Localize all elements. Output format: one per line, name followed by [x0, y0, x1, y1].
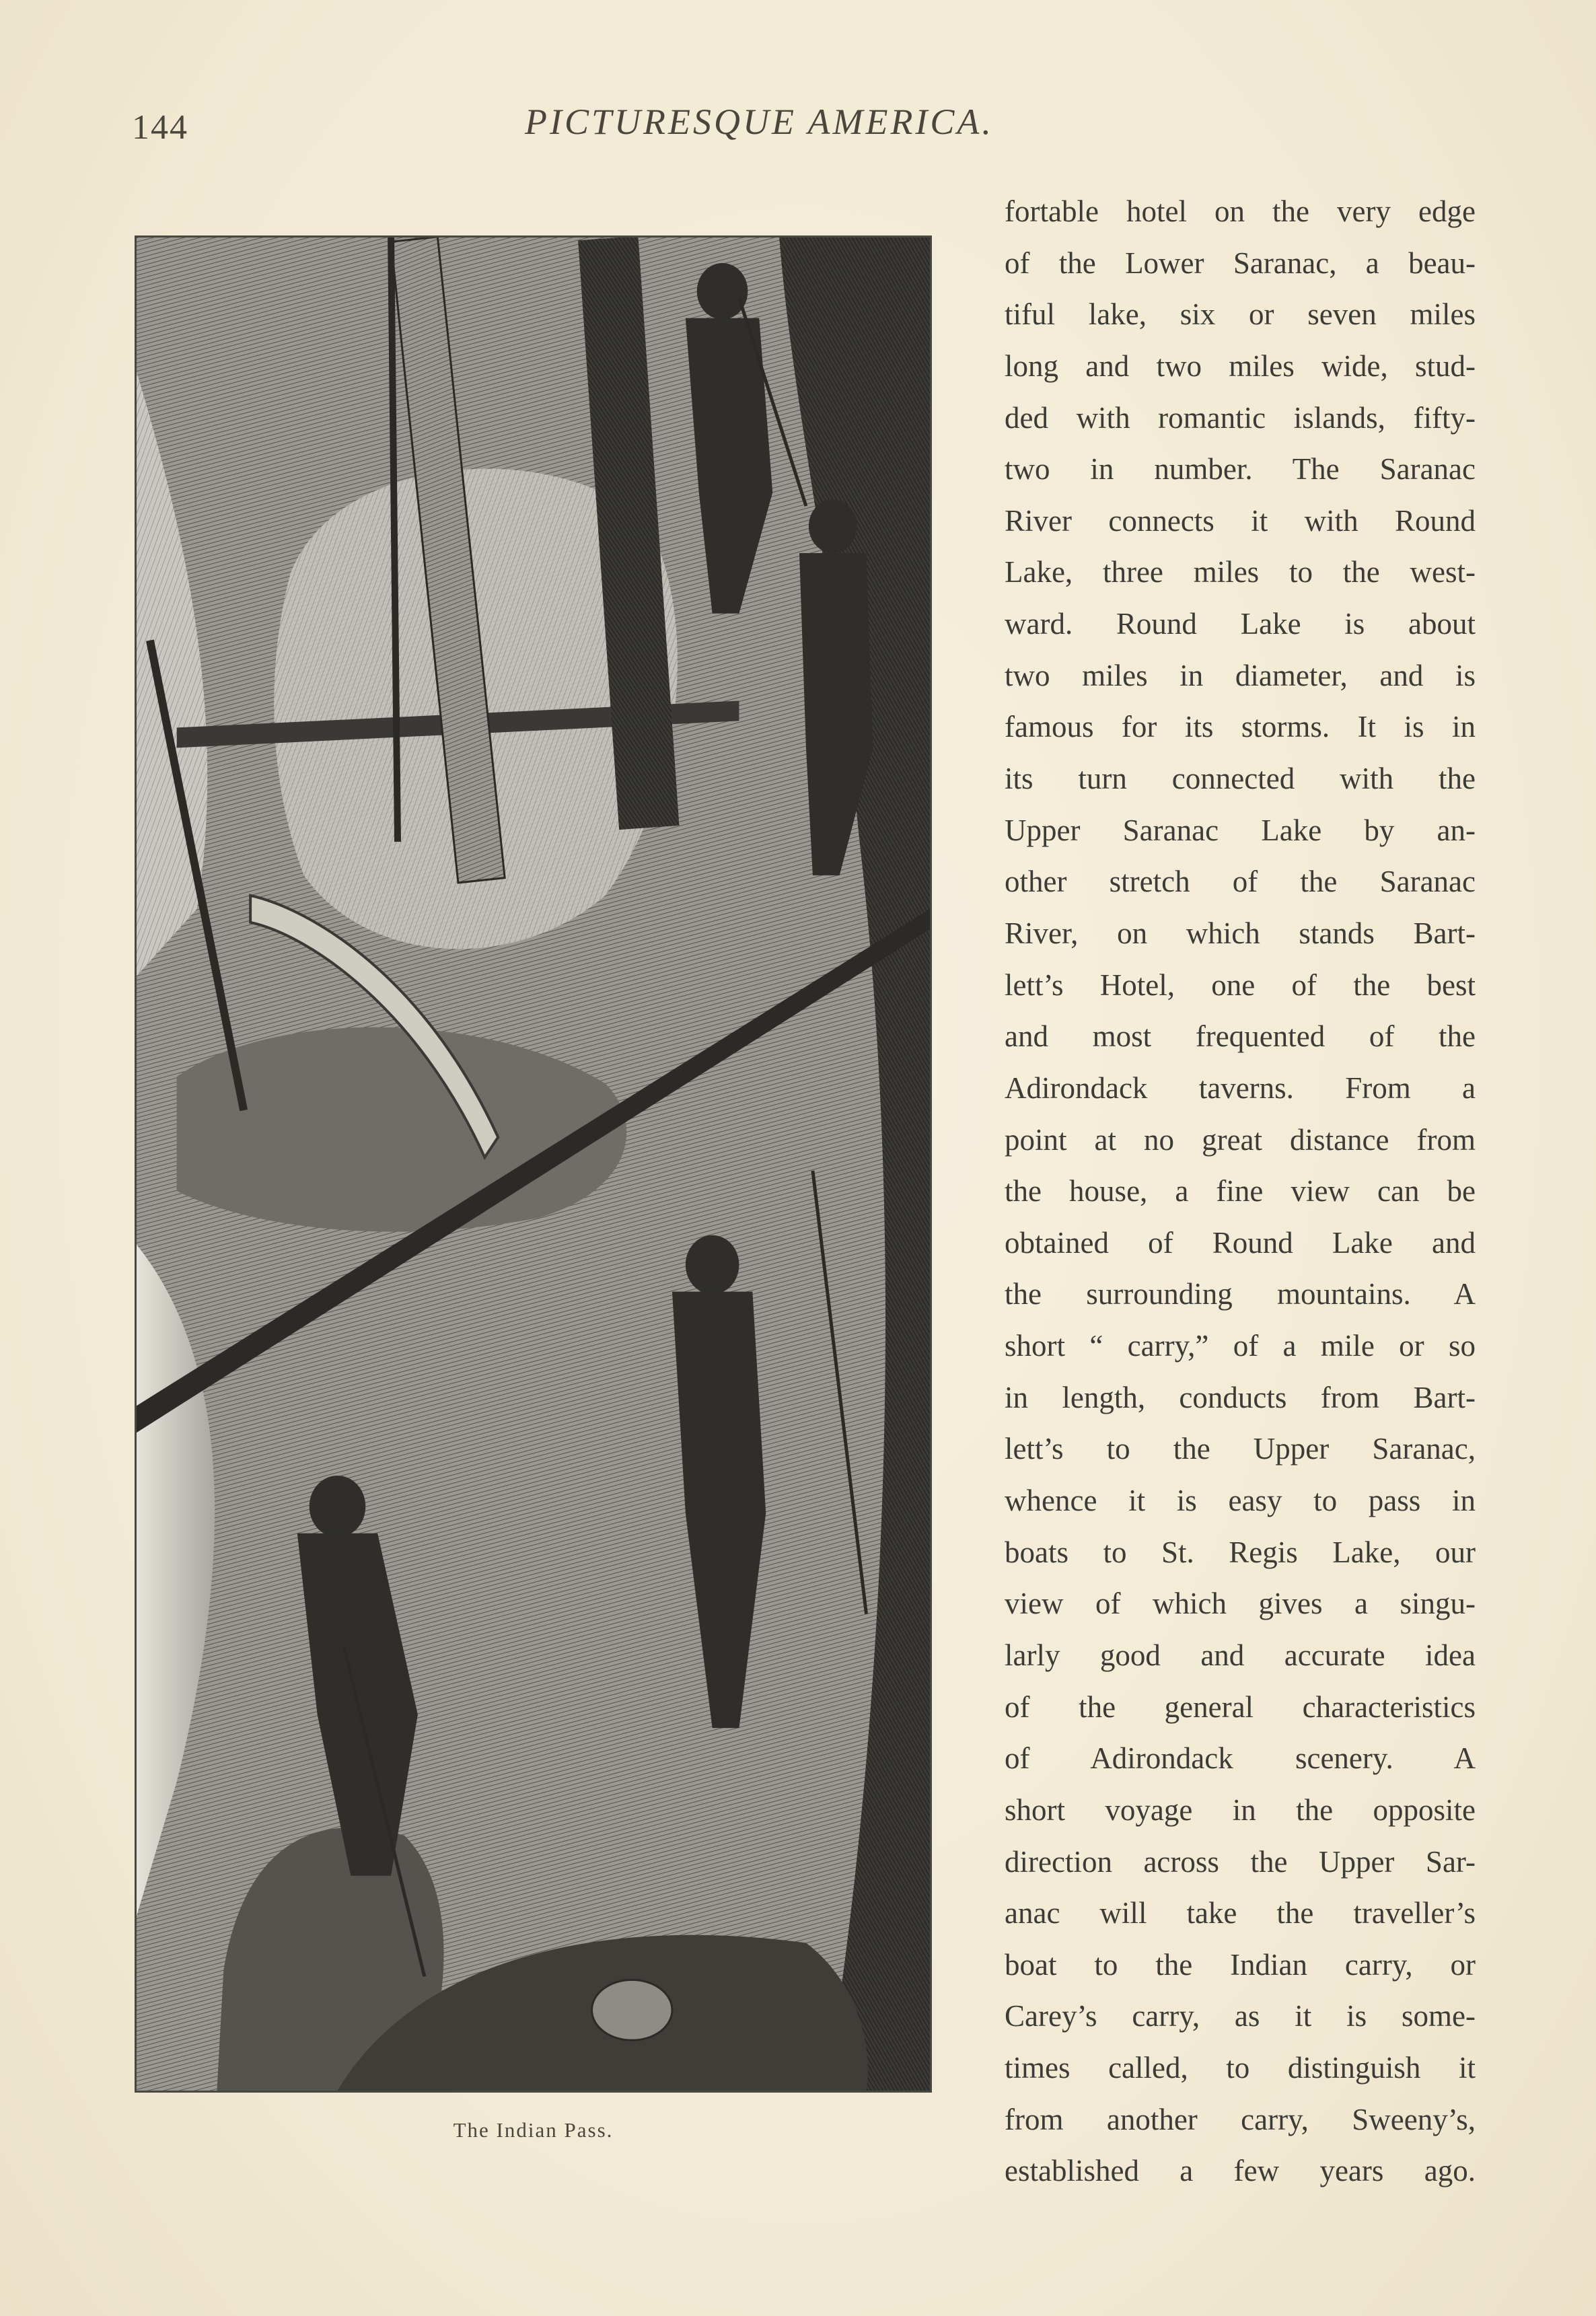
- text-line: lett’s Hotel, one of the best: [1005, 968, 1476, 1002]
- engraving-illustration: [135, 236, 932, 2093]
- text-line: River, on which stands Bart-: [1005, 916, 1476, 950]
- text-line: point at no great distance from: [1005, 1122, 1476, 1157]
- illustration-caption: The Indian Pass.: [453, 2118, 614, 2142]
- text-line: and most frequented of the: [1005, 1019, 1476, 1054]
- text-line: the house, a fine view can be: [1005, 1174, 1476, 1208]
- text-line: two in number. The Saranac: [1005, 452, 1476, 486]
- text-line: times called, to distinguish it: [1005, 2051, 1476, 2085]
- text-line: River connects it with Round: [1005, 503, 1476, 538]
- text-line: long and two miles wide, stud-: [1005, 349, 1476, 383]
- text-line: in length, conducts from Bart-: [1005, 1380, 1476, 1414]
- text-line: famous for its storms. It is in: [1005, 710, 1476, 744]
- text-line: obtained of Round Lake and: [1005, 1225, 1476, 1260]
- text-line: from another carry, Sweeny’s,: [1005, 2102, 1476, 2136]
- text-line: two miles in diameter, and is: [1005, 658, 1476, 692]
- text-line: fortable hotel on the very edge: [1005, 194, 1476, 228]
- text-line: of the general characteristics: [1005, 1690, 1476, 1724]
- text-line: short voyage in the opposite: [1005, 1793, 1476, 1827]
- text-line: other stretch of the Saranac: [1005, 865, 1476, 899]
- text-line: anac will take the traveller’s: [1005, 1896, 1476, 1930]
- text-line: short “ carry,” of a mile or so: [1005, 1329, 1476, 1363]
- text-line: its turn connected with the: [1005, 762, 1476, 796]
- page-number: 144: [132, 108, 188, 147]
- text-line: ward. Round Lake is about: [1005, 607, 1476, 641]
- text-line: whence it is easy to pass in: [1005, 1484, 1476, 1518]
- text-line: Lake, three miles to the west-: [1005, 555, 1476, 589]
- engraving-artwork: [137, 238, 930, 2091]
- text-line: tiful lake, six or seven miles: [1005, 297, 1476, 332]
- text-line: of the Lower Saranac, a beau-: [1005, 246, 1476, 280]
- text-line: the surrounding mountains. A: [1005, 1277, 1476, 1311]
- text-line: Upper Saranac Lake by an-: [1005, 813, 1476, 847]
- text-line: of Adirondack scenery. A: [1005, 1741, 1476, 1776]
- text-line: lett’s to the Upper Saranac,: [1005, 1432, 1476, 1466]
- text-line: view of which gives a singu-: [1005, 1587, 1476, 1621]
- text-line: direction across the Upper Sar-: [1005, 1844, 1476, 1879]
- text-line: boats to St. Regis Lake, our: [1005, 1535, 1476, 1569]
- body-text-column: [1005, 186, 1476, 2197]
- running-head: PICTURESQUE AMERICA.: [525, 102, 994, 142]
- text-line: boat to the Indian carry, or: [1005, 1947, 1476, 1982]
- text-line: established a few years ago.: [1005, 2154, 1476, 2188]
- text-line: larly good and accurate idea: [1005, 1638, 1476, 1672]
- text-line: Adirondack taverns. From a: [1005, 1071, 1476, 1105]
- text-line: ded with romantic islands, fifty-: [1005, 400, 1476, 435]
- text-line: Carey’s carry, as it is some-: [1005, 1999, 1476, 2033]
